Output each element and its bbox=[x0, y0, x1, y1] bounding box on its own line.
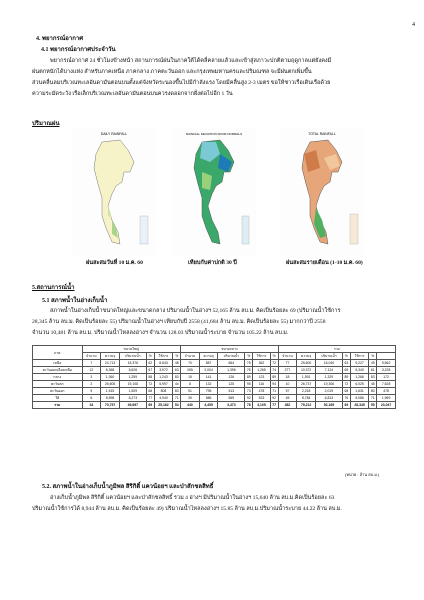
table-cell: 88 bbox=[146, 374, 154, 381]
col-header: ใช้การ bbox=[154, 353, 173, 360]
table-cell: 83 bbox=[369, 374, 377, 381]
table-cell: 89 bbox=[342, 374, 350, 381]
table-cell: 15,376 bbox=[119, 360, 146, 367]
table-cell: 586 bbox=[199, 395, 218, 402]
table-cell: 8,368 bbox=[101, 367, 120, 374]
col-header: % bbox=[369, 353, 377, 360]
table-cell: 1,265 bbox=[253, 367, 271, 374]
table-cell: 76 bbox=[342, 395, 350, 402]
forecast-line: ความระมัดระวัง เรือเล็กบริเวณทะเลอันดามันตอนบนควรงดออกจากฝั่งต่อไปอีก 1 วัน bbox=[32, 91, 233, 97]
reservoir-table bbox=[32, 345, 396, 409]
table-cell: 51 bbox=[181, 388, 200, 395]
table-cell: 4,940 bbox=[154, 395, 173, 402]
col-header: ใช้การ bbox=[350, 353, 369, 360]
table-cell: 4,455 bbox=[199, 402, 218, 409]
table-cell: 6 bbox=[82, 395, 101, 402]
rainfall-maps bbox=[0, 128, 424, 268]
table-cell: 69 bbox=[342, 402, 350, 409]
large-header: ขนาดใหญ่ bbox=[82, 346, 181, 353]
table-cell: 6,813 bbox=[315, 395, 342, 402]
table-cell: 116 bbox=[253, 381, 271, 388]
table-cell: 1,591 bbox=[297, 374, 316, 381]
table-cell: 1,969 bbox=[377, 395, 396, 402]
table-cell: 1,259 bbox=[119, 374, 146, 381]
table-cell: 19,306 bbox=[315, 381, 342, 388]
table-cell: 1,266 bbox=[350, 374, 369, 381]
reservoir-paragraph bbox=[32, 306, 388, 339]
rainfall-label: ปริมาณฝน bbox=[32, 121, 60, 127]
table-cell: 92 bbox=[270, 395, 278, 402]
table-cell: 83 bbox=[173, 374, 181, 381]
table-cell: 440 bbox=[181, 402, 200, 409]
table-cell: 72 bbox=[146, 381, 154, 388]
table-cell: 1,329 bbox=[315, 374, 342, 381]
table-cell: 72 bbox=[270, 360, 278, 367]
table-cell: 2,218 bbox=[297, 388, 316, 395]
table-cell: เหนือ bbox=[33, 360, 83, 367]
table-cell: 10,372 bbox=[297, 367, 316, 374]
col-header: จำนวน bbox=[82, 353, 101, 360]
table-cell: 141 bbox=[199, 374, 218, 381]
table-cell: 63 bbox=[342, 360, 350, 367]
table-cell: 7,628 bbox=[377, 381, 396, 388]
dams-line: อ่างเก็บน้ำภูมิพล สิริกิติ์ แควน้อยฯ และป่าสักชลสิทธิ์ รวม 4 อ่างฯ มีปริมาณน้ำในอ่างฯ 15,640 ล้าน ลบ.ม.คิดเป็นร้อยละ 63 bbox=[50, 495, 335, 501]
table-cell: 49,697 bbox=[119, 402, 146, 409]
section-4-1-heading: 4.1 พยากรณ์อากาศประจำวัน bbox=[41, 47, 116, 53]
table-cell: 75 bbox=[245, 360, 253, 367]
table-cell: 5,340 bbox=[350, 367, 369, 374]
table-cell: 52,165 bbox=[315, 402, 342, 409]
table-cell: กลาง bbox=[33, 374, 83, 381]
table-cell: 6,025 bbox=[350, 381, 369, 388]
table-cell: 478 bbox=[253, 388, 271, 395]
table-cell: 5,997 bbox=[154, 381, 173, 388]
table-cell: ตะวันออก bbox=[33, 388, 83, 395]
map-title: TOTAL RAINFALL bbox=[308, 132, 336, 136]
col-header: ความจุ bbox=[199, 353, 218, 360]
table-cell: 10 bbox=[278, 381, 297, 388]
table-cell: 362 bbox=[253, 360, 271, 367]
table-cell: 75,212 bbox=[297, 402, 316, 409]
table-cell: 7,124 bbox=[315, 367, 342, 374]
table-cell: 69 bbox=[146, 402, 154, 409]
col-header bbox=[377, 353, 396, 360]
table-cell: 70 bbox=[181, 360, 200, 367]
table-cell: 71 bbox=[369, 395, 377, 402]
total-rainfall-map bbox=[280, 128, 364, 255]
table-cell: 18 bbox=[278, 374, 297, 381]
section-5-1-heading: 5.1 สภาพน้ำในอ่างเก็บน้ำ bbox=[42, 298, 108, 304]
table-cell: 49 bbox=[369, 360, 377, 367]
map-caption: ฝนสะสมวันที่ 10 ม.ค. 60 bbox=[86, 260, 143, 266]
table-cell: 72 bbox=[342, 381, 350, 388]
section-5-heading: 5.สถานการณ์น้ำ bbox=[32, 285, 75, 291]
table-cell: 523 bbox=[253, 395, 271, 402]
table-cell: 62 bbox=[146, 360, 154, 367]
table-cell: 5,626 bbox=[119, 367, 146, 374]
table-cell: 89 bbox=[270, 374, 278, 381]
map-title: RAINFALL DEVIATION FROM NORMALS bbox=[185, 132, 243, 136]
table-cell: 75 bbox=[245, 367, 253, 374]
table-cell: 9,227 bbox=[350, 360, 369, 367]
table-cell: 172 bbox=[377, 374, 396, 381]
table-cell: 94 bbox=[270, 381, 278, 388]
reservoir-line: สภาพน้ำในอ่างเก็บน้ำขนาดใหญ่และขนาดกลาง ปริมาณน้ำในอ่างฯ 52,165 ล้าน ลบ.ม. คิดเป็นร้อยละ 69 (ปริมาณน้ำใช้การ bbox=[50, 308, 341, 314]
table-cell: 61 bbox=[369, 367, 377, 374]
table-cell: 569 bbox=[218, 395, 245, 402]
table-cell: 478 bbox=[377, 388, 396, 395]
table-cell: 3 bbox=[82, 374, 101, 381]
table-row bbox=[33, 395, 396, 402]
table-cell: 2,004 bbox=[199, 367, 218, 374]
table-cell: 65 bbox=[342, 388, 350, 395]
col-header: จำนวน bbox=[181, 353, 200, 360]
map-caption: ฝนสะสมรายเดือน (1-10 ม.ค. 60) bbox=[286, 260, 363, 266]
section-4-heading: 4. พยากรณ์อากาศ bbox=[36, 36, 84, 42]
table-cell: 3,972 bbox=[154, 367, 173, 374]
table-cell: 125 bbox=[218, 381, 245, 388]
col-header: % bbox=[270, 353, 278, 360]
forecast-line: พยากรณ์อากาศ 24 ชั่วโมงข้างหน้า สถานการณ์ฝนในภาคใต้ได้คลี่คลายแล้วและเข้าสู่สภาวะปกติตามฤดูกาลแต่ยังคงมี bbox=[50, 58, 332, 64]
table-cell: 15 bbox=[181, 374, 200, 381]
table-cell: 77 bbox=[270, 402, 278, 409]
table-unit: (หน่วย : ล้าน ลบ.ม.) bbox=[345, 472, 380, 477]
table-cell: 5 bbox=[82, 388, 101, 395]
col-header: ปริมาณน้ำ bbox=[218, 353, 245, 360]
table-cell: 45 bbox=[278, 395, 297, 402]
col-header: จำนวน bbox=[278, 353, 297, 360]
table-cell: 92 bbox=[245, 395, 253, 402]
table-cell: 664 bbox=[218, 360, 245, 367]
table-subheader-row bbox=[33, 353, 396, 360]
table-cell: 1,360 bbox=[101, 374, 120, 381]
table-cell: 73 bbox=[245, 388, 253, 395]
table-header-row bbox=[33, 346, 396, 353]
table-cell: 25,600 bbox=[297, 360, 316, 367]
table-cell: 1,243 bbox=[154, 374, 173, 381]
table-cell: 95 bbox=[245, 381, 253, 388]
table-cell: 2,019 bbox=[315, 388, 342, 395]
table-row bbox=[33, 367, 396, 374]
col-header: ปริมาณน้ำ bbox=[119, 353, 146, 360]
table-cell: ตะวันตก bbox=[33, 381, 83, 388]
table-cell: 9,562 bbox=[377, 360, 396, 367]
table-cell: 3,473 bbox=[218, 402, 245, 409]
table-cell: 28,345 bbox=[350, 402, 369, 409]
table-cell: 71 bbox=[270, 388, 278, 395]
col-header: ความจุ bbox=[101, 353, 120, 360]
table-cell: 887 bbox=[199, 360, 218, 367]
table-cell: 74 bbox=[270, 367, 278, 374]
table-cell: 1,515 bbox=[101, 388, 120, 395]
table-cell: 482 bbox=[278, 402, 297, 409]
table-cell: 5,086 bbox=[350, 395, 369, 402]
table-cell: 24,713 bbox=[101, 360, 120, 367]
table-cell: ตะวันออกเฉียงเหนือ bbox=[33, 367, 83, 374]
table-cell: 70,757 bbox=[101, 402, 120, 409]
col-header: % bbox=[173, 353, 181, 360]
table-cell: 34 bbox=[82, 402, 101, 409]
table-cell: 80 bbox=[369, 388, 377, 395]
section-5-2-heading: 5.2. สภาพน้ำในอ่างเก็บน้ำภูมิพล สิริกิติ์ แควน้อยฯ และป่าสักชลสิทธิ์ bbox=[42, 484, 214, 490]
table-cell: 77 bbox=[146, 395, 154, 402]
col-header: % bbox=[245, 353, 253, 360]
table-cell: 89 bbox=[245, 374, 253, 381]
table-cell: 25,162 bbox=[154, 402, 173, 409]
table-cell: 123 bbox=[253, 374, 271, 381]
table-row bbox=[33, 402, 396, 409]
table-cell: 8,784 bbox=[297, 395, 316, 402]
table-cell: 1,631 bbox=[350, 388, 369, 395]
total-header: รวม bbox=[278, 346, 395, 353]
table-cell: 71 bbox=[173, 395, 181, 402]
table-cell: 57 bbox=[278, 388, 297, 395]
table-cell: 26,737 bbox=[297, 381, 316, 388]
table-row bbox=[33, 388, 396, 395]
table-row bbox=[33, 381, 396, 388]
table-cell: 1,509 bbox=[119, 388, 146, 395]
forecast-line: ฝนตกหนักได้บางแห่ง สำหรับภาคเหนือ ภาคกลาง ภาคตะวันออก และกรุงเทพมหานครและปริมณฑล จะมีฝนตกเพิ่มขึ้น bbox=[32, 69, 312, 75]
table-cell: 12 bbox=[82, 367, 101, 374]
table-cell: 132 bbox=[199, 381, 218, 388]
table-cell: 77 bbox=[278, 360, 297, 367]
table-cell: 6,273 bbox=[119, 395, 146, 402]
table-cell: 68 bbox=[146, 388, 154, 395]
col-header: % bbox=[146, 353, 154, 360]
table-cell: 83 bbox=[173, 388, 181, 395]
table-cell: 23,047 bbox=[377, 402, 396, 409]
table-cell: 2 bbox=[82, 381, 101, 388]
table-cell: 26,605 bbox=[101, 381, 120, 388]
forecast-line: ส่วนคลื่นลมบริเวณทะเลอันดามันตอนบนตั้งแต่จังหวัดระนองขึ้นไปมีกำลังแรง โดยมีคลื่นสูง 2-3 เมตร ขอให้ชาวเรือเดินเรือด้วย bbox=[32, 80, 331, 86]
table-cell: 3,105 bbox=[253, 402, 271, 409]
table-cell: 513 bbox=[218, 388, 245, 395]
daily-rainfall-map bbox=[72, 128, 156, 255]
table-cell: 265 bbox=[181, 367, 200, 374]
table-cell: รวม bbox=[33, 402, 83, 409]
forecast-paragraph bbox=[32, 56, 388, 100]
table-row bbox=[33, 360, 396, 367]
table-cell: 1,396 bbox=[218, 367, 245, 374]
table-cell: 39 bbox=[181, 395, 200, 402]
table-cell: 67 bbox=[146, 367, 154, 374]
table-body bbox=[33, 360, 396, 409]
table-cell: 7 bbox=[82, 360, 101, 367]
page-number: 4 bbox=[412, 22, 415, 28]
map-title: DAILY RAINFALL bbox=[100, 132, 128, 136]
table-cell: 44 bbox=[173, 381, 181, 388]
table-cell: 8,598 bbox=[101, 395, 120, 402]
map-caption: เทียบกับค่าปกติ 30 ปี bbox=[188, 260, 237, 266]
table-cell: 8,643 bbox=[154, 360, 173, 367]
reservoir-line: จำนวน 10,481 ล้าน ลบ.ม. ปริมาณน้ำไหลลงอ่างฯ จำนวน 128.03 ปริมาณน้ำระบาย จำนวน 105.22 ล้าน ลบ.ม. bbox=[32, 330, 289, 336]
col-header: ใช้การ bbox=[253, 353, 271, 360]
table-cell: ใต้ bbox=[33, 395, 83, 402]
table-cell: 19,108 bbox=[119, 381, 146, 388]
dams-line: ปริมาณน้ำใช้การได้ 8,944 ล้าน ลบ.ม. คิดเป็นร้อยละ 49) ปริมาณน้ำไหลลงอ่างฯ 15.85 ล้าน ลบ.ม.ปริมาณน้ำระบาย 44.22 ล้าน ลบ.ม. bbox=[32, 506, 342, 512]
table-cell: 45 bbox=[369, 381, 377, 388]
table-cell: 78 bbox=[245, 402, 253, 409]
table-cell: 63 bbox=[173, 367, 181, 374]
col-header: ปริมาณน้ำ bbox=[315, 353, 342, 360]
table-cell: 54 bbox=[173, 402, 181, 409]
rainfall-deviation-map bbox=[172, 128, 256, 255]
table-row bbox=[33, 374, 396, 381]
col-header: % bbox=[342, 353, 350, 360]
medium-header: ขนาดกลาง bbox=[181, 346, 278, 353]
table-cell: 795 bbox=[199, 388, 218, 395]
table-cell: 16,040 bbox=[315, 360, 342, 367]
major-dams-paragraph bbox=[32, 493, 388, 515]
table-cell: 48 bbox=[173, 360, 181, 367]
table-cell: 808 bbox=[154, 388, 173, 395]
table-cell: 69 bbox=[342, 367, 350, 374]
region-header: ภาค bbox=[33, 346, 83, 360]
table-cell: 55 bbox=[369, 402, 377, 409]
table-cell: 3,228 bbox=[377, 367, 396, 374]
table-cell: 126 bbox=[218, 374, 245, 381]
table-cell: 8 bbox=[181, 381, 200, 388]
col-header: ความจุ bbox=[297, 353, 316, 360]
reservoir-line: 28,345 ล้าน ลบ.ม. คิดเป็นร้อยละ 55) ปริมาณน้ำในอ่างฯ เทียบกับปี 2558 (41,684 ล้าน ลบ.ม. คิดเป็นร้อยละ 55) มากกว่าปี 2558 bbox=[32, 319, 326, 325]
table-cell: 277 bbox=[278, 367, 297, 374]
